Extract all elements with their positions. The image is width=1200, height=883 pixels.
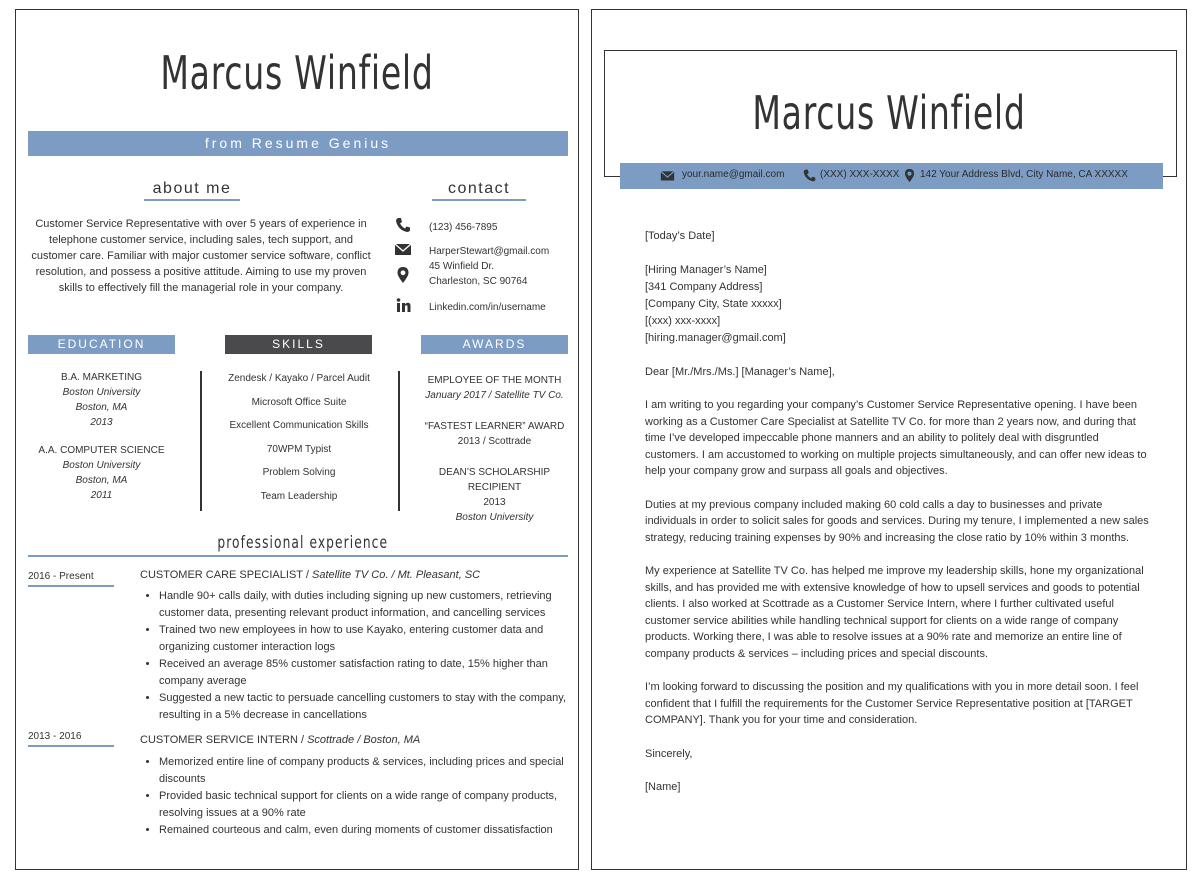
contact-email: HarperStewart@gmail.com [394, 240, 574, 264]
about-heading [144, 180, 240, 198]
column-divider [398, 371, 400, 511]
bullet-item: • Trained two new employees in how to use Kayako, entering customer data and organizing customer interaction logs [159, 622, 591, 656]
envelope-icon [394, 240, 412, 258]
letter-phone: (XXX) XXX-XXXX [820, 169, 900, 180]
letter-name: Marcus Winfield [752, 86, 1026, 140]
bullet-item: • Received an average 85% customer satisfaction rating to date, 15% higher than company average [159, 656, 591, 690]
envelope-icon [660, 168, 675, 183]
about-heading-text: about me [152, 180, 232, 197]
bullet-item: • Provided basic technical support for clients on a wide range of company products, resolving issues at a 90% rate [159, 788, 591, 822]
resume-tagline: from Resume Genius [28, 131, 568, 156]
skills-heading: SKILLS [225, 335, 372, 354]
signature: [Name] [645, 781, 681, 793]
cover-letter-page [591, 9, 1187, 870]
education-entry: A.A. COMPUTER SCIENCE Boston University Boston, MA 2011 [38, 445, 165, 501]
award-entry: “FASTEST LEARNER” AWARD 2013 / Scottrade [424, 421, 565, 447]
skills-list [200, 367, 398, 508]
resume-page [15, 9, 579, 870]
letter-body [645, 228, 1150, 813]
job-title: CUSTOMER SERVICE INTERN / Scottrade / Boston, MA [140, 734, 421, 746]
about-text: Customer Service Representative with over 5 years of experience in telephone customer service, including sales, tech support, and customer care. Familiar with major customer service software, conflict resolution, and possess a positive attitude. Aiming to use my proven skills to effectively fill the managerial role in your company. [31, 218, 371, 294]
job-dates: 2013 - 2016 [28, 731, 114, 747]
experience-rule [28, 555, 568, 557]
skill-item: Problem Solving [262, 467, 336, 478]
contact-address: 45 Winfield Dr. Charleston, SC 90764 [394, 264, 574, 296]
phone-icon [802, 168, 817, 183]
award-entry: DEAN’S SCHOLARSHIP RECIPIENT 2013 Boston University [438, 467, 551, 523]
education-list [28, 370, 175, 503]
closing: Sincerely, [645, 747, 693, 760]
letter-paragraph: I’m looking forward to discussing the position and my qualifications with you in more detail soon. I feel confident that I fulfill the requirements for the Customer Service Representative position at [TARGET COMPANY]. Thank you for your time and consideration. [645, 681, 1139, 726]
contact-bar [620, 163, 1163, 189]
job-bullets [140, 588, 591, 724]
letter-date: [Today’s Date] [645, 230, 715, 242]
recipient-block: [Hiring Manager’s Name] [341 Company Address] [Company City, State xxxxx] [(xxx) xxx-xxxx] [hiring.manager@gmail.com] [645, 263, 786, 344]
bullet-item: • Memorized entire line of company products & services, including prices and special discounts [159, 754, 591, 788]
contact-underline [432, 199, 526, 201]
letter-paragraph: I am writing to you regarding your company’s Customer Service Representative opening. I have been working as a Customer Care Specialist at Satellite TV Co. for more than 2 years now, and during that time I’ve developed impeccable phone manners and an ability to politely deal with disgruntled customers. I am accustomed to working on multiple projects simultaneously, and can offer new ideas to help your company grow and surpass all goals and objectives. [645, 399, 1147, 477]
award-entry: EMPLOYEE OF THE MONTH January 2017 / Satellite TV Co. [425, 375, 564, 401]
awards-list [411, 373, 578, 525]
bullet-item: • Handle 90+ calls daily, with duties including signing up new customers, retrieving customer data, presenting relevant product information, and cancelling services [159, 588, 591, 622]
letter-paragraph: Duties at my previous company included making 60 cold calls a day to businesses and private individuals in order to solicit sales for goods and services. During my tenure, I implemented a new sales strategy, reducing training expenses by 90% and increasing the close ratio by 10% within 3 months. [645, 498, 1149, 544]
letter-email: your.name@gmail.com [682, 169, 785, 180]
skill-item: Team Leadership [260, 490, 338, 502]
skill-item: 70WPM Typist [266, 443, 332, 455]
contact-heading [432, 180, 526, 198]
bullet-item: • Suggested a new tactic to persuade cancelling customers to stay with the company, resulting in a 5% decrease in cancellations [159, 690, 591, 724]
education-entry: B.A. MARKETING Boston University Boston, MA 2013 [60, 372, 143, 428]
awards-heading: AWARDS [421, 335, 568, 354]
contact-linkedin: Linkedin.com/in/username [394, 296, 574, 320]
contact-list [394, 216, 574, 320]
resume-name: Marcus Winfield [160, 46, 434, 100]
skill-item: Microsoft Office Suite [251, 396, 347, 408]
contact-phone: (123) 456-7895 [394, 216, 574, 240]
salutation: Dear [Mr./Mrs./Ms.] [Manager’s Name], [645, 365, 835, 378]
contact-heading-text: contact [447, 180, 511, 197]
about-underline [144, 199, 240, 201]
letter-paragraph: My experience at Satellite TV Co. has helped me improve my leadership skills, hone my organizational skills, and has provided me with extensive knowledge of how to upsell services and goods to potential clients. I also worked at Scottrade as a Customer Service Intern, where I further cultivated useful customer service abilities while handling technical support for clients on a wide range of company products. Working there, I was able to resolve issues at a 90% rate and memorize an entire line of company products & services – including prices and special discounts. [645, 565, 1144, 660]
map-pin-icon [394, 266, 412, 284]
bullet-item: • Remained courteous and calm, even during moments of customer dissatisfaction [159, 822, 591, 839]
job-bullets [140, 754, 591, 839]
education-heading: EDUCATION [28, 335, 175, 354]
skill-item: Zendesk / Kayako / Parcel Audit [228, 373, 370, 384]
linkedin-icon [394, 296, 412, 314]
job-dates: 2016 - Present [28, 571, 114, 587]
letter-address: 142 Your Address Blvd, City Name, CA XXXXX [920, 169, 1128, 180]
skill-item: Excellent Communication Skills [229, 420, 369, 431]
job-title: CUSTOMER CARE SPECIALIST / Satellite TV Co. / Mt. Pleasant, SC [140, 569, 481, 581]
phone-icon [394, 216, 412, 234]
map-pin-icon [902, 168, 917, 183]
experience-heading: professional experience [217, 533, 389, 553]
